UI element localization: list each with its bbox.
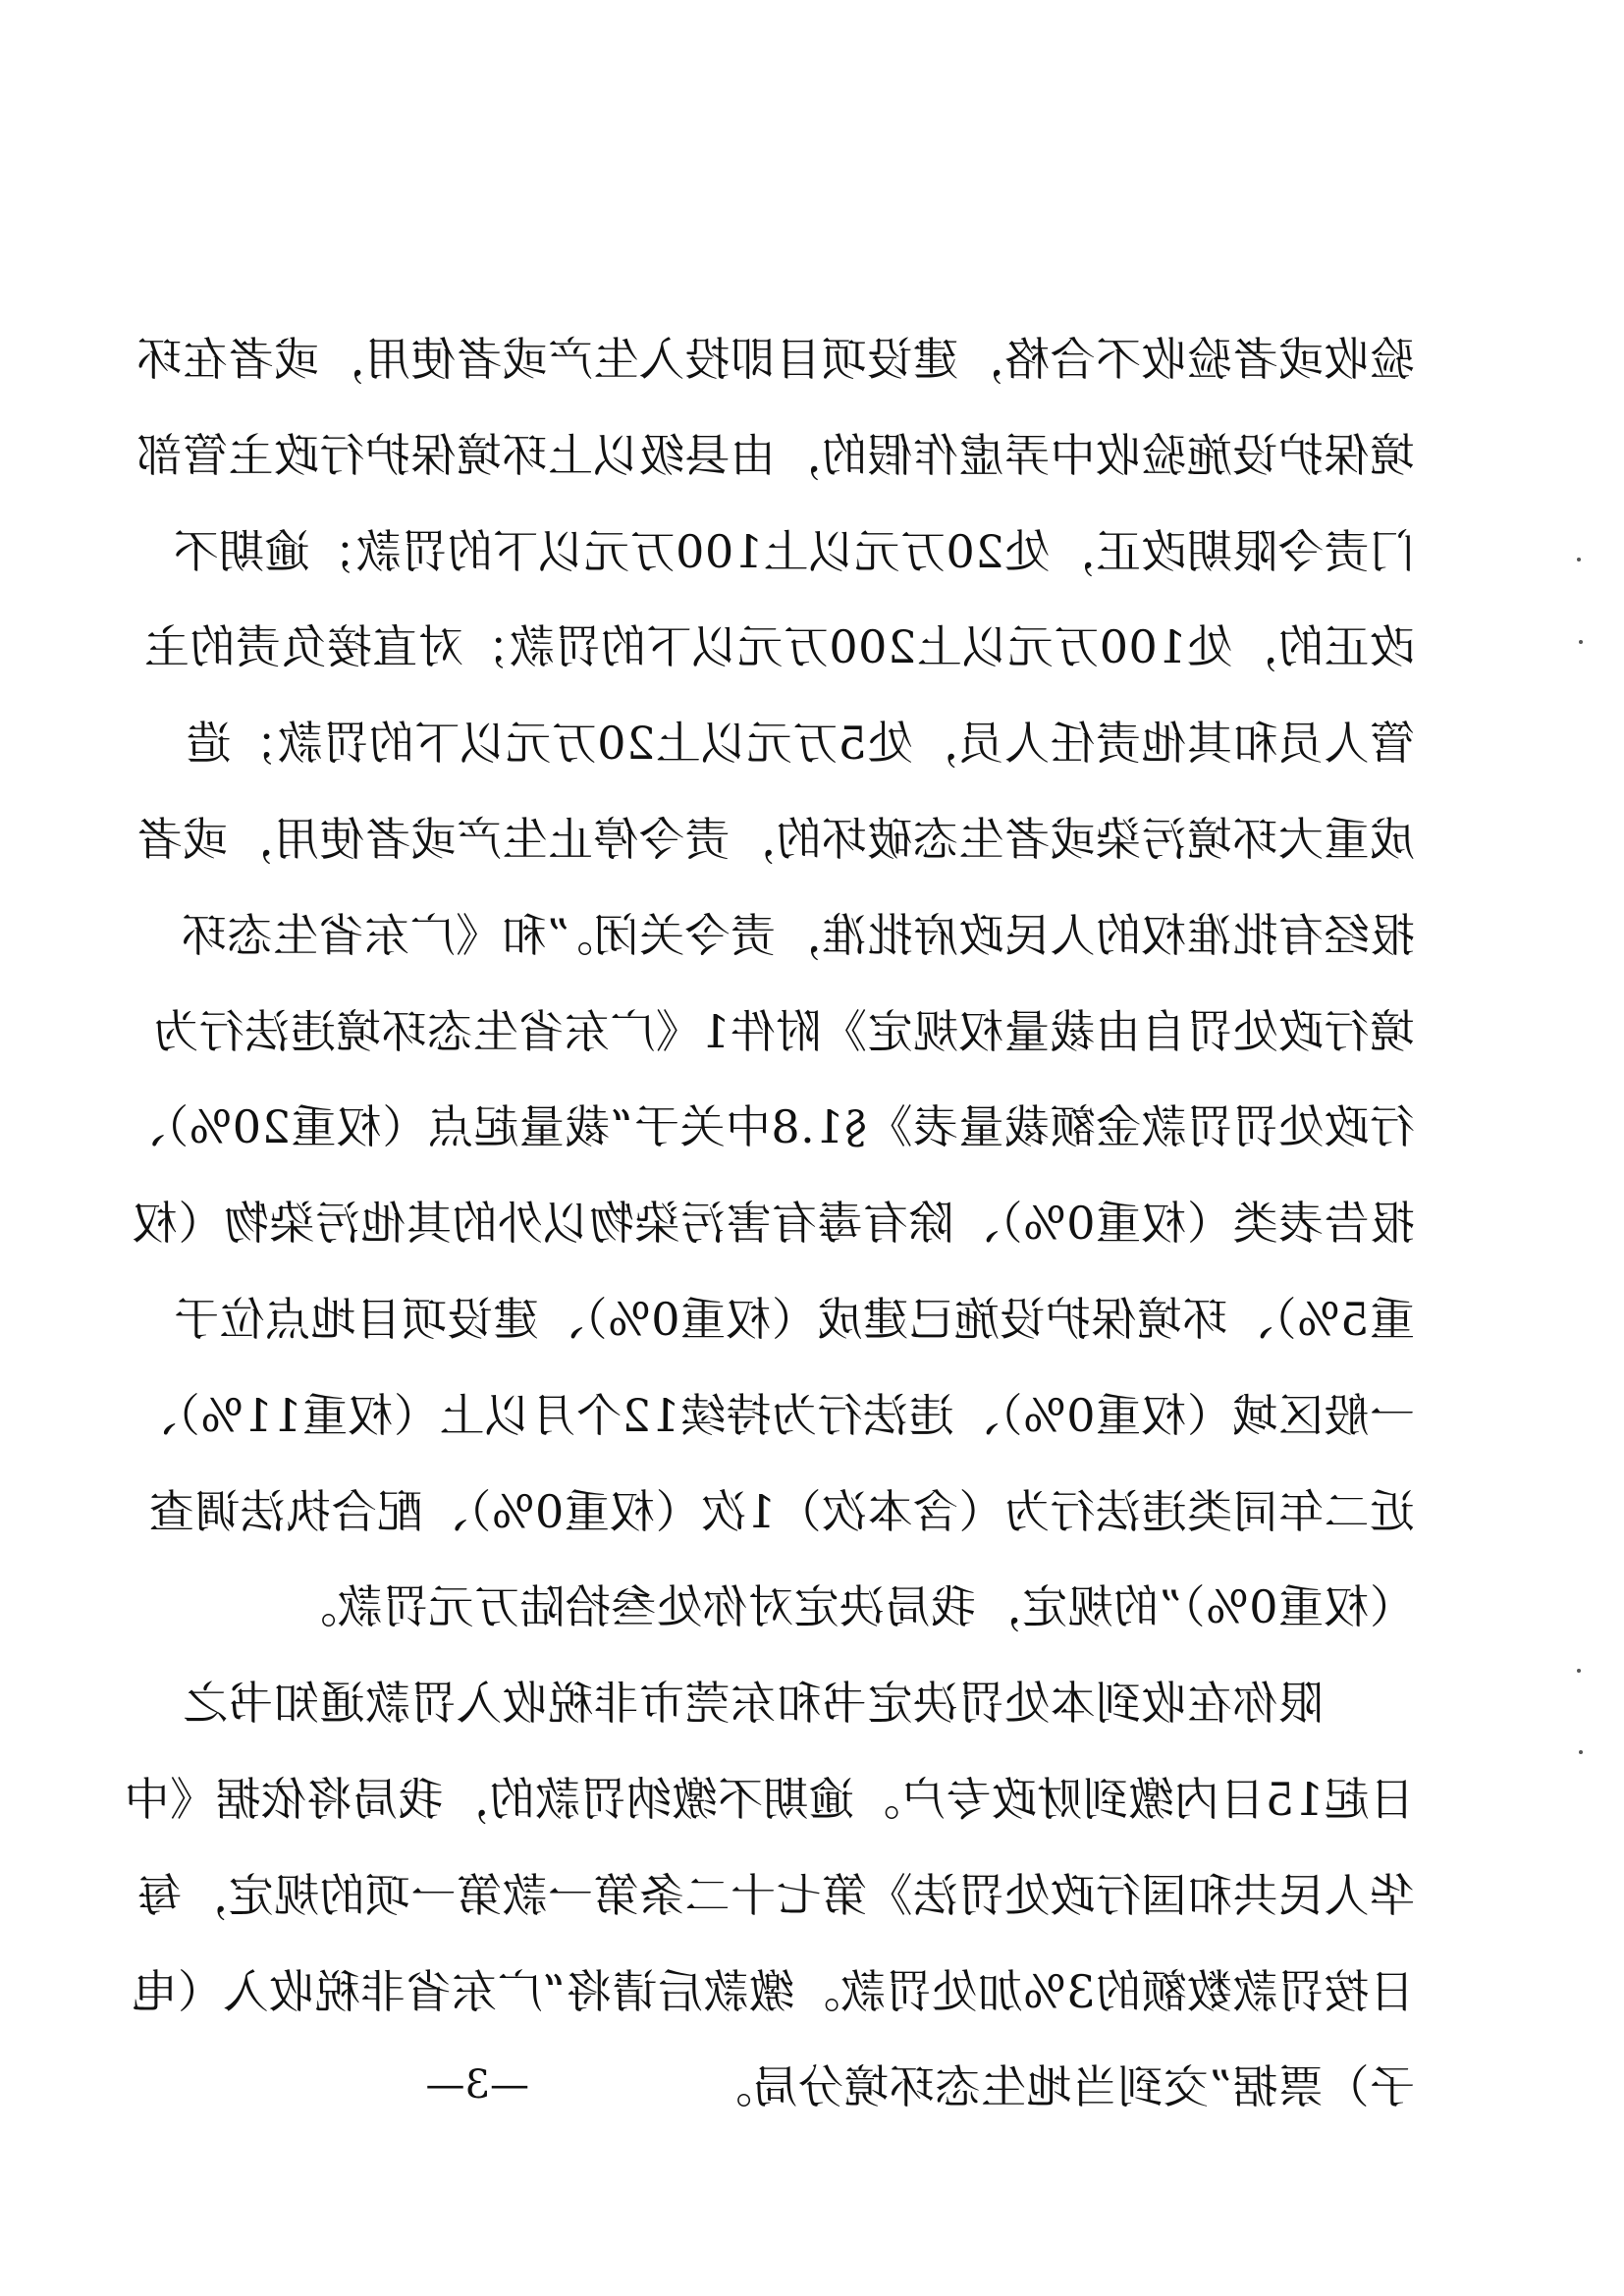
scan-speck: [1579, 640, 1583, 644]
text-line: 境行政处罚自由裁量权规定》附件1《广东省生态环境违法行为: [152, 1004, 1415, 1058]
text-line: 成重大环境污染或者生态破坏的，责令停止生产或者使用，或者: [136, 812, 1415, 866]
scan-speck: [1579, 1750, 1583, 1754]
text-line: 管人员和其他责任人员，处5万元以上20万元以下的罚款；造: [186, 717, 1415, 771]
text-line: 行政处罚罚款金额裁量表》§1.8中关于“裁量起点（权重20%）、: [120, 1100, 1415, 1154]
text-line: 验收或者验收不合格，建设项目即投入生产或者使用，或者在环: [136, 333, 1415, 386]
text-line: （权重0%）”的规定，我局决定对你处叁拾陆万元罚款。: [291, 1580, 1415, 1634]
text-line: 日按罚款数额的3%加处罚款。缴款后请将“广东省非税收入（电: [132, 1964, 1415, 2018]
text-line: 报告表类（权重0%）、除有毒有害污染物以外的其他污染物（权: [132, 1197, 1415, 1251]
document-body: [120, 312, 1415, 2136]
text-line: 境保护设施验收中弄虚作假的，由县级以上环境保护行政主管部: [136, 428, 1415, 482]
text-line: 重5%）、环境保护设施已建成（权重0%）、建设项目地点位于: [173, 1292, 1415, 1346]
text-line: 一般区域（权重0%）、违法行为持续12个月以上（权重11%）、: [131, 1388, 1415, 1442]
text-line: 改正的，处100万元以上200万元以下的罚款；对直接负责的主: [143, 620, 1415, 674]
text-line: 华人民共和国行政处罚法》第七十二条第一款第一项的规定，每: [136, 1868, 1415, 1922]
scan-speck: [1577, 1669, 1581, 1673]
scan-speck: [1577, 558, 1581, 561]
text-line: 限你在收到本处罚决定书和东莞市非税收入罚款通知书之: [182, 1677, 1415, 1731]
text-line: 子）票据”交到当地生态环境分局。: [706, 2060, 1415, 2114]
text-line: 门责令限期改正，处20万元以上100万元以下的罚款；逾期不: [173, 524, 1415, 578]
text-line: 近二年同类违法行为（含本次）1次（权重0%）、配合执法调查: [148, 1484, 1415, 1538]
text-line: 报经有批准权的人民政府批准，责令关闭。”和《广东省生态环: [181, 908, 1415, 962]
page-number: —3—: [425, 2062, 529, 2108]
text-line: 日起15日内缴到财政专户。逾期不缴纳罚款的，我局将依据《中: [123, 1772, 1415, 1826]
